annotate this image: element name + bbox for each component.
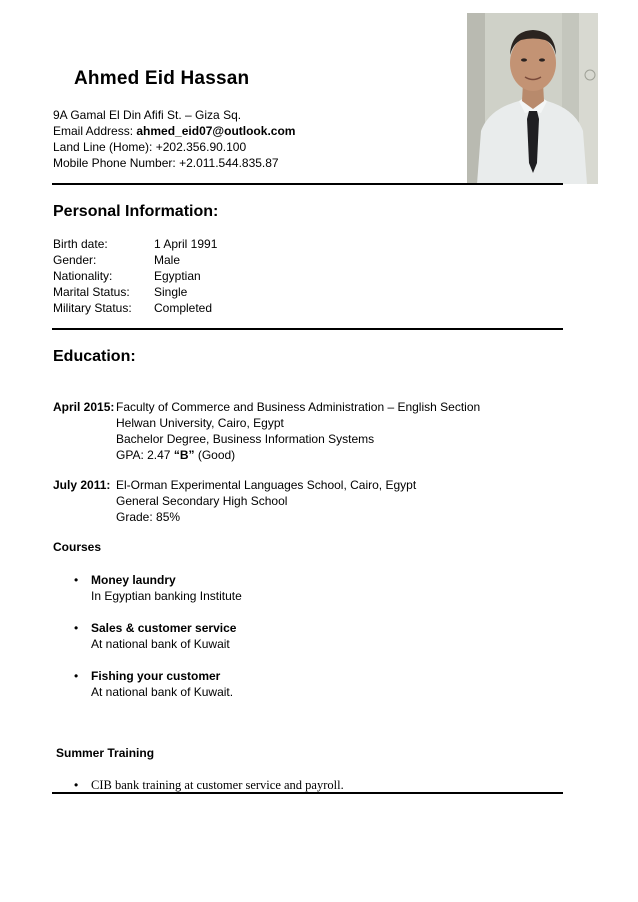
education-details	[116, 477, 416, 525]
education-date: April 2015:	[53, 400, 115, 414]
education-line: Grade: 85%	[116, 510, 181, 524]
education-entry	[53, 399, 480, 463]
gender-label: Gender:	[53, 253, 97, 267]
bullet-icon: •	[74, 778, 79, 792]
applicant-name: Ahmed Eid Hassan	[74, 68, 250, 89]
education-line: Faculty of Commerce and Business Administration – English Section	[116, 400, 481, 414]
nationality-value: Egyptian	[154, 269, 201, 283]
education-entry	[53, 477, 416, 525]
gpa-grade: “B”	[173, 448, 195, 462]
education-line: General Secondary High School	[116, 494, 288, 508]
gpa-prefix: GPA: 2.47	[116, 448, 174, 462]
personal-info-table	[53, 236, 217, 316]
profile-photo	[467, 13, 598, 184]
personal-info-row	[53, 300, 217, 316]
education-line: Bachelor Degree, Business Information Systems	[116, 432, 375, 446]
education-date: July 2011:	[53, 478, 111, 492]
course-name: Sales & customer service	[91, 621, 237, 635]
personal-info-row	[53, 236, 217, 252]
personal-info-title: Personal Information:	[53, 203, 219, 220]
education-gpa	[116, 447, 480, 463]
personal-info-row	[53, 268, 217, 284]
mobile-number: Mobile Phone Number: +2.011.544.835.87	[53, 156, 279, 170]
gender-value: Male	[154, 253, 181, 267]
address: 9A Gamal El Din Afifi St. – Giza Sq.	[53, 108, 242, 122]
contact-block	[53, 107, 295, 171]
nationality-label: Nationality:	[53, 269, 113, 283]
military-status-label: Military Status:	[53, 301, 132, 315]
course-body	[91, 620, 236, 652]
course-name: Money laundry	[91, 573, 176, 587]
marital-status-value: Single	[154, 285, 188, 299]
header-divider	[52, 183, 563, 185]
email-label: Email Address:	[53, 124, 137, 138]
bullet-icon: •	[74, 669, 79, 683]
footer-divider	[52, 792, 563, 794]
summer-training-item	[74, 778, 344, 793]
personal-info-row	[53, 284, 217, 300]
course-place: At national bank of Kuwait.	[91, 685, 234, 699]
course-body	[91, 668, 233, 700]
bullet-icon: •	[74, 621, 79, 635]
education-line: El-Orman Experimental Languages School, Cairo, Egypt	[116, 478, 417, 492]
course-body	[91, 572, 242, 604]
personal-divider	[52, 328, 563, 330]
landline: Land Line (Home): +202.356.90.100	[53, 140, 247, 154]
gpa-suffix: (Good)	[194, 448, 236, 462]
summer-training-title: Summer Training	[56, 746, 155, 760]
education-details	[116, 399, 480, 463]
course-name: Fishing your customer	[91, 669, 221, 683]
education-title: Education:	[53, 348, 136, 365]
email-line	[53, 123, 295, 139]
marital-status-label: Marital Status:	[53, 285, 130, 299]
birth-date-label: Birth date:	[53, 237, 108, 251]
bullet-icon: •	[74, 573, 79, 587]
military-status-value: Completed	[154, 301, 213, 315]
summer-training-text: CIB bank training at customer service and payroll.	[91, 778, 344, 792]
birth-date-value: 1 April 1991	[154, 237, 218, 251]
email-value: ahmed_eid07@outlook.com	[136, 124, 296, 138]
personal-info-row	[53, 252, 217, 268]
course-place: In Egyptian banking Institute	[91, 589, 242, 603]
courses-title: Courses	[53, 540, 102, 554]
education-line: Helwan University, Cairo, Egypt	[116, 416, 284, 430]
course-place: At national bank of Kuwait	[91, 637, 230, 651]
